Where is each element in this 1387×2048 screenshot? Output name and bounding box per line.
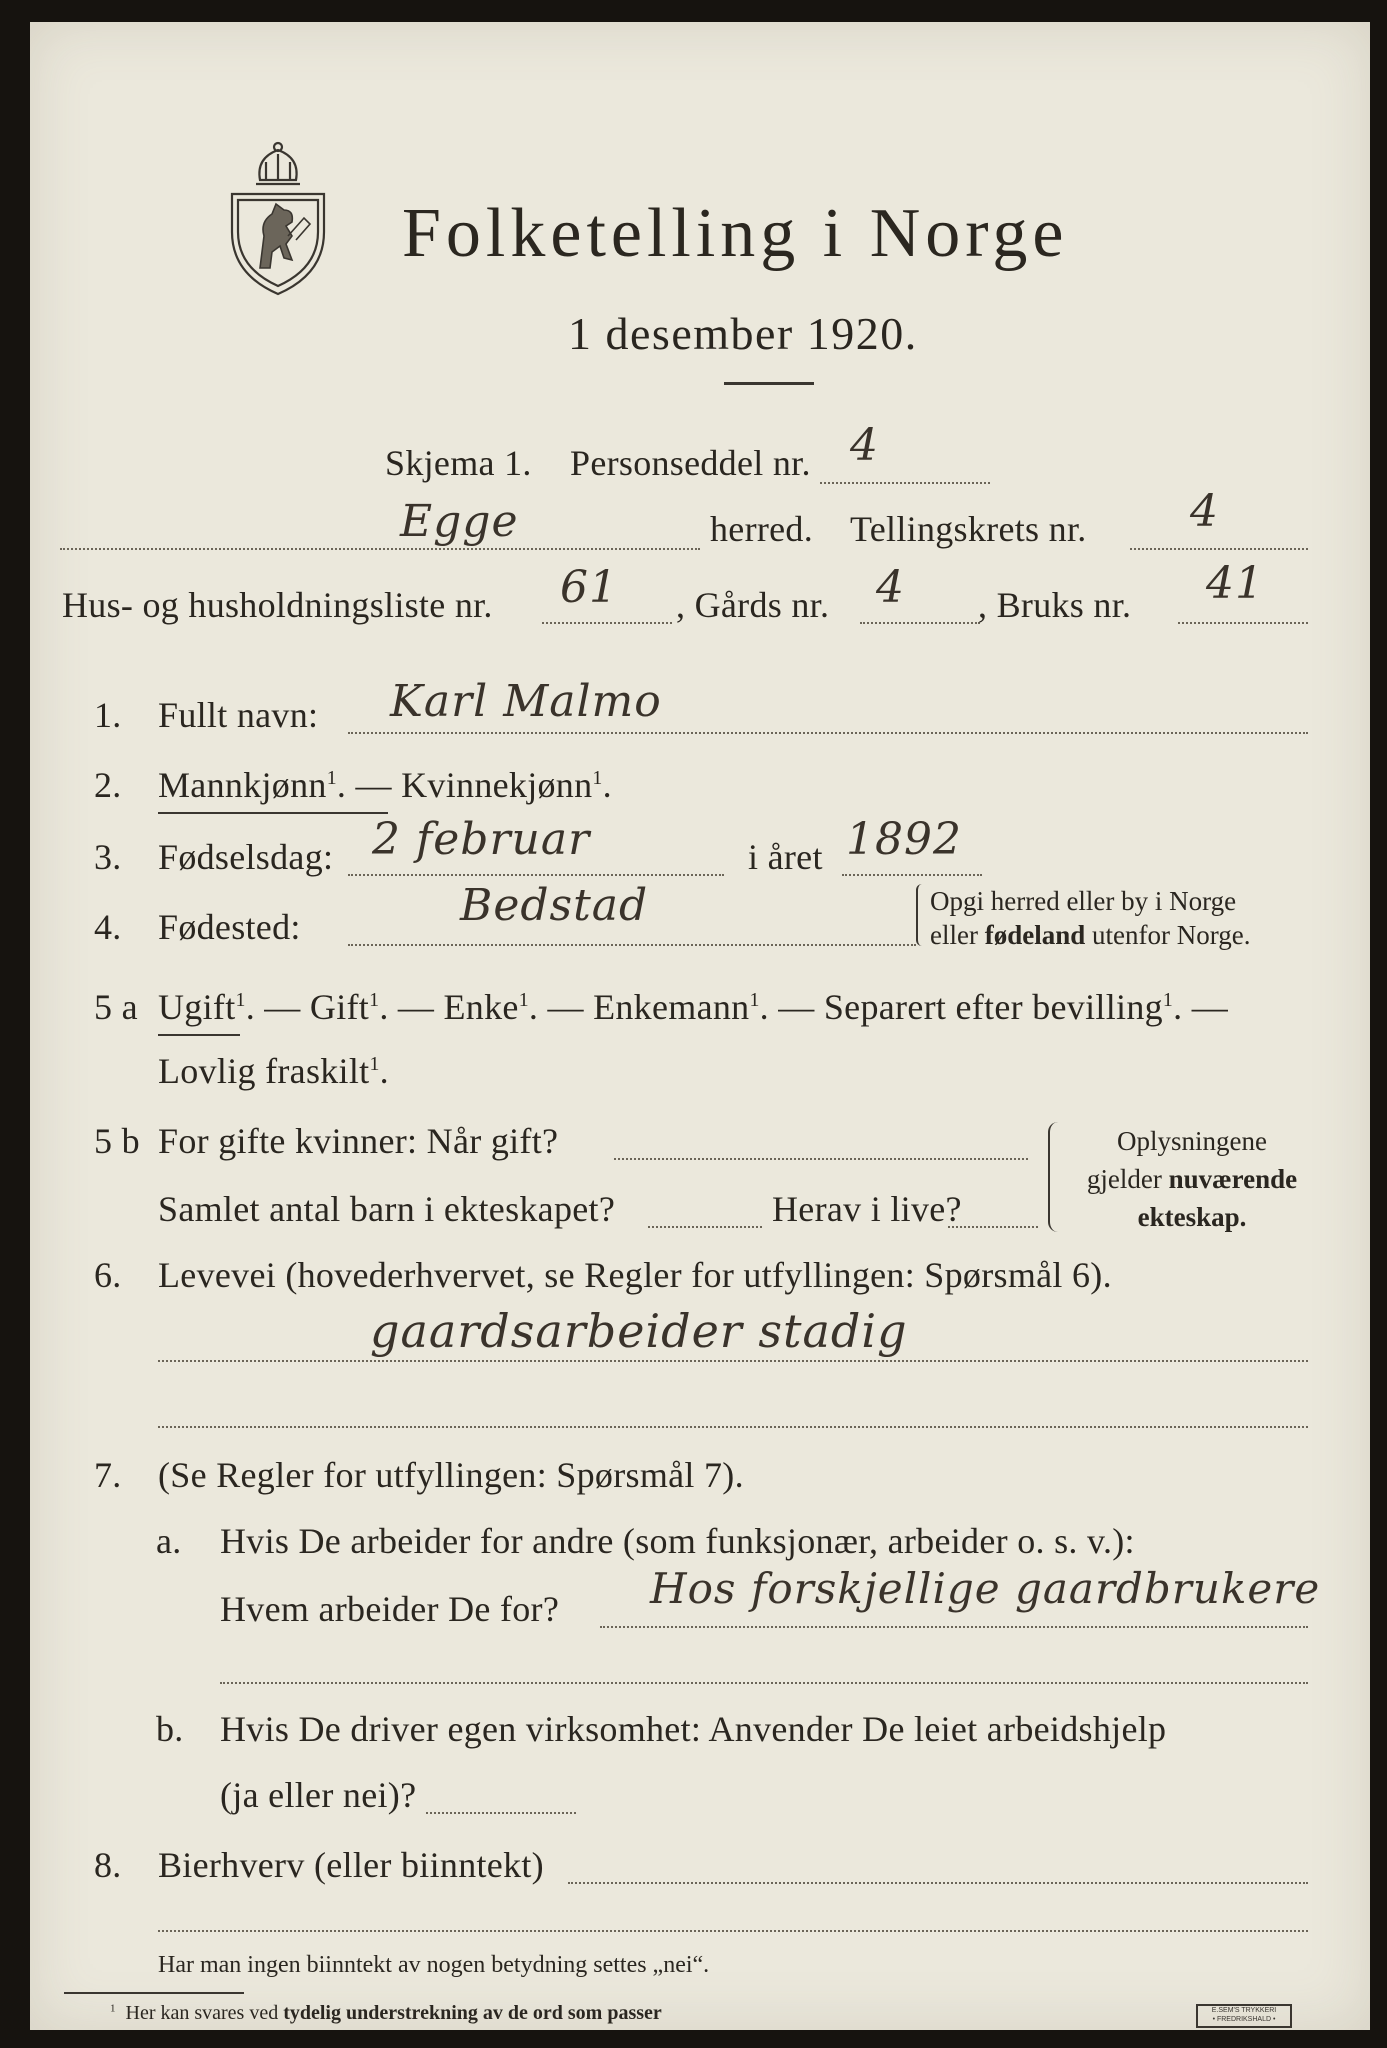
bruks-number[interactable]: 41 — [1206, 558, 1264, 609]
tellingskrets-number[interactable]: 4 — [1190, 486, 1219, 537]
personseddel-number[interactable]: 4 — [850, 420, 879, 471]
title-divider — [724, 382, 814, 385]
q7-number: 7. — [94, 1455, 122, 1495]
skjema-label: Skjema 1. — [385, 443, 532, 483]
q7b-text: Hvis De driver egen virksomhet: Anvender De leiet arbeidshjelp — [220, 1709, 1167, 1749]
marital-option-enkemann[interactable]: Enkemann — [593, 987, 750, 1027]
marital-status-options: Ugift$^1$. — Gift$^1$. — Enke$^1$. — Enkemann$^1$. — Separert efter bevilling$^1$. — — [158, 987, 1229, 1027]
female-option[interactable]: Kvinnekjønn — [401, 765, 593, 805]
printer-stamp: E.SEM'S TRYKKERI • FREDRIKSHALD • — [1196, 2004, 1292, 2028]
husliste-label: Hus- og husholdningsliste nr. — [62, 585, 493, 625]
occupation-value[interactable]: gaardsarbeider stadig — [370, 1304, 908, 1358]
q6-label: Levevei (hovederhvervet, se Regler for utfyllingen: Spørsmål 6). — [158, 1255, 1112, 1295]
q7b-question: (ja eller nei)? — [220, 1775, 417, 1815]
q3-label: Fødselsdag: — [158, 837, 334, 877]
herred-label: herred. — [710, 509, 814, 549]
q1-label: Fullt navn: — [158, 695, 319, 735]
q4-number: 4. — [94, 907, 122, 947]
marital-option-ugift[interactable]: Ugift — [158, 987, 236, 1027]
q8-label: Bierhverv (eller biinntekt) — [158, 1845, 544, 1885]
gards-number[interactable]: 4 — [876, 562, 905, 613]
footnote-divider — [64, 1992, 244, 1994]
q3-number: 3. — [94, 837, 122, 877]
male-option[interactable]: Mannkjønn — [158, 765, 327, 805]
census-form-sheet — [30, 22, 1370, 2030]
q4-label: Fødested: — [158, 907, 301, 947]
birthdate-value[interactable]: 2 februar — [372, 814, 591, 865]
ugift-underline-mark — [158, 1034, 240, 1036]
q1-number: 1. — [94, 695, 122, 735]
bruks-label: , Bruks nr. — [978, 585, 1132, 625]
norwegian-coat-of-arms-icon — [226, 140, 330, 298]
marital-option-separert[interactable]: Separert efter bevilling — [823, 987, 1163, 1027]
brace-mark — [916, 884, 924, 946]
q5a-number: 5 a — [94, 987, 138, 1027]
q7-label: (Se Regler for utfyllingen: Spørsmål 7). — [158, 1455, 744, 1495]
q6-number: 6. — [94, 1255, 122, 1295]
tellingskrets-label: Tellingskrets nr. — [850, 509, 1087, 549]
full-name-value[interactable]: Karl Malmo — [390, 676, 662, 727]
year-label: i året — [748, 837, 823, 877]
footnote: $^1$ Her kan svares ved tydelig understrekning av de ord som passer — [110, 2002, 662, 2024]
q7a-letter: a. — [156, 1521, 182, 1561]
brace-mark-2 — [1048, 1122, 1060, 1232]
q2-number: 2. — [94, 765, 122, 805]
q8-number: 8. — [94, 1845, 122, 1885]
marriage-note: Oplysningene gjelder nuværende ekteskap. — [1086, 1126, 1298, 1232]
birthplace-note: Opgi herred eller by i Norge eller fødeland utenfor Norge. — [930, 886, 1251, 950]
children-count-label: Samlet antal barn i ekteskapet? — [158, 1189, 616, 1229]
q7a-text: Hvis De arbeider for andre (som funksjonær, arbeider o. s. v.): — [220, 1521, 1135, 1561]
male-underline-mark — [158, 812, 388, 814]
birthplace-value[interactable]: Bedstad — [460, 880, 649, 931]
married-when-label: For gifte kvinner: Når gift? — [158, 1121, 559, 1161]
birth-year-value[interactable]: 1892 — [846, 814, 962, 865]
personseddel-label: Personseddel nr. — [570, 443, 811, 483]
marital-option-enke[interactable]: Enke — [443, 987, 519, 1027]
herred-value[interactable]: Egge — [400, 496, 519, 547]
q5b-number: 5 b — [94, 1121, 140, 1161]
q7a-question: Hvem arbeider De for? — [220, 1589, 560, 1629]
employer-value[interactable]: Hos forskjellige gaardbrukere — [650, 1564, 1321, 1613]
gards-label: , Gårds nr. — [676, 585, 830, 625]
marital-option-fraskilt[interactable]: Lovlig fraskilt$^1$. — [158, 1051, 389, 1091]
sex-options: Mannkjønn$^1$. — Kvinnekjønn$^1$. — [158, 765, 612, 805]
no-income-note: Har man ingen biinntekt av nogen betydning settes „nei“. — [158, 1952, 710, 1978]
q7b-letter: b. — [156, 1709, 184, 1749]
children-alive-label: Herav i live? — [772, 1189, 962, 1229]
form-date: 1 desember 1920. — [568, 308, 918, 359]
marital-option-gift[interactable]: Gift — [309, 987, 370, 1027]
husliste-number[interactable]: 61 — [560, 562, 618, 613]
form-title: Folketelling i Norge — [402, 195, 1069, 272]
